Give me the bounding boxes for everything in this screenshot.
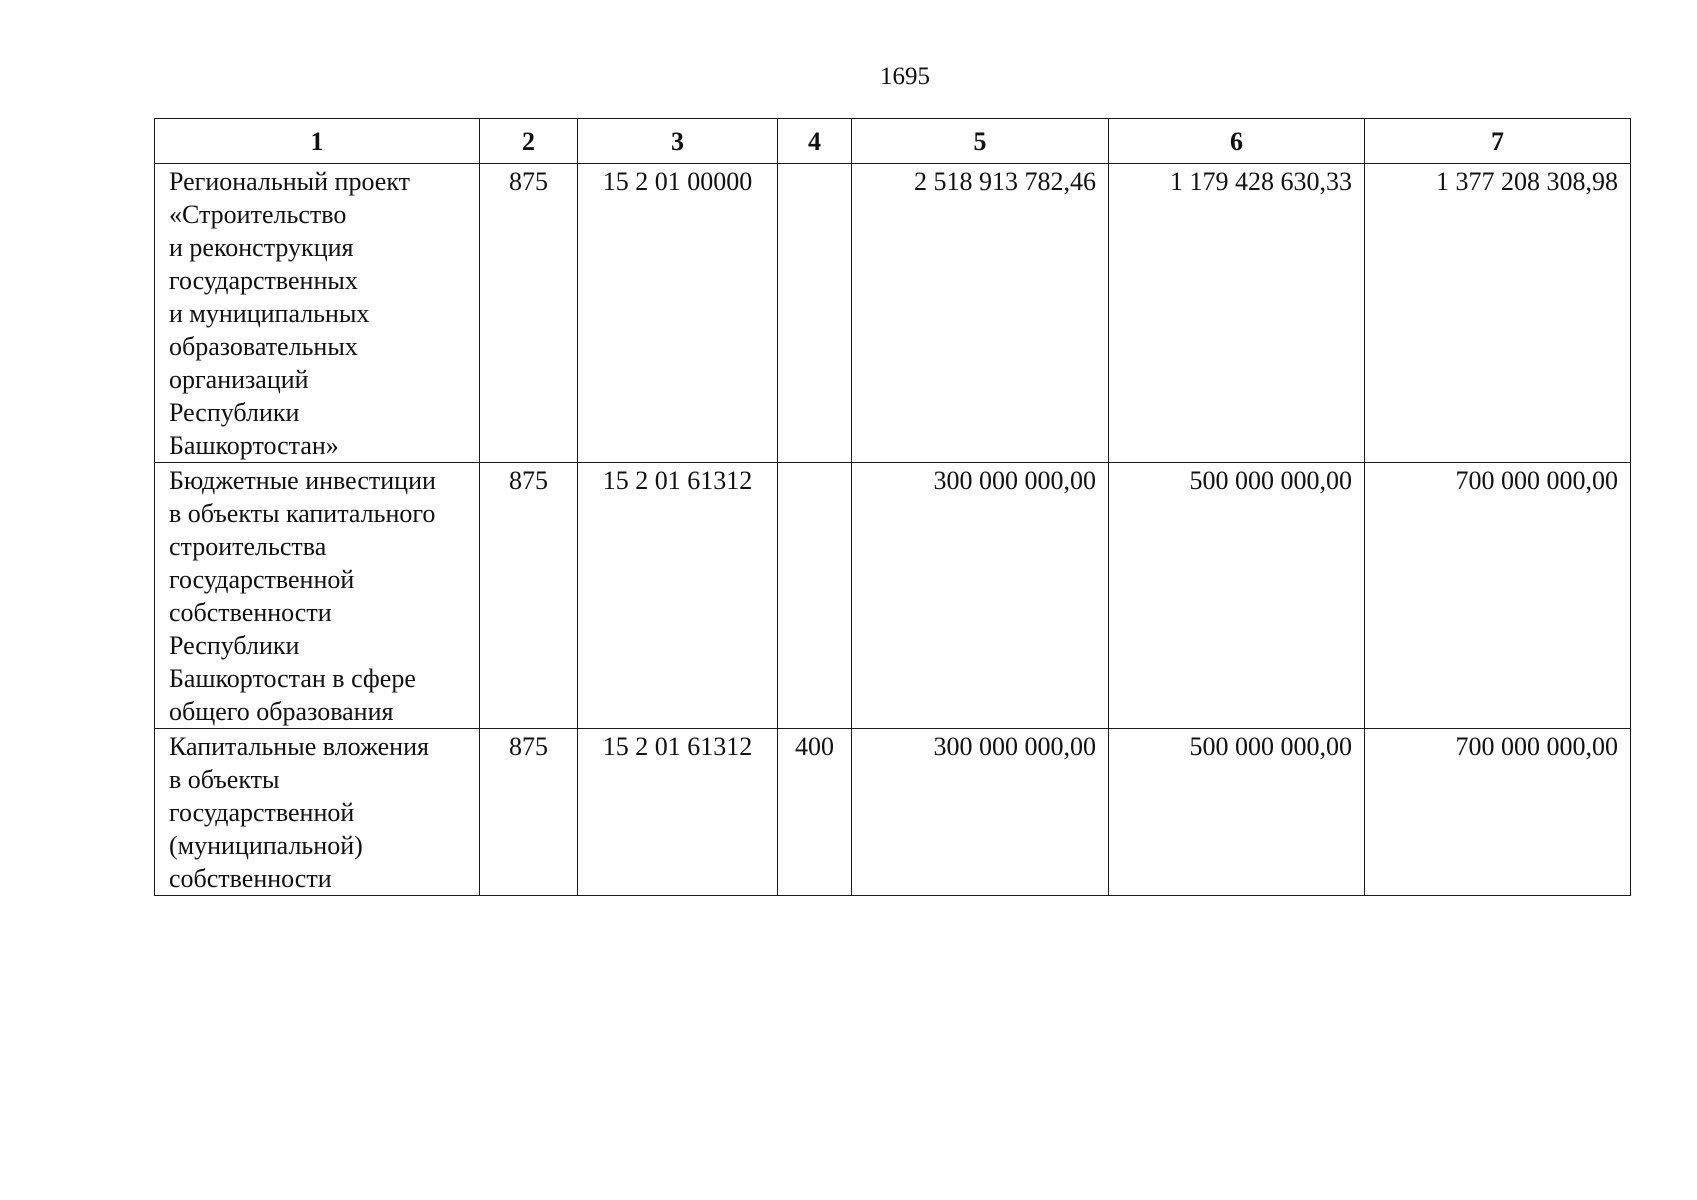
row-name-cell: Капитальные вложения в объекты государственной (муниципальной) собственности — [155, 729, 480, 896]
amount-col5-cell: 300 000 000,00 — [852, 729, 1109, 896]
page-number: 1695 — [880, 63, 930, 90]
table-row — [155, 463, 1631, 729]
expense-type-cell — [778, 463, 852, 729]
ministry-code-cell: 875 — [480, 729, 578, 896]
ministry-code-cell: 875 — [480, 463, 578, 729]
amount-col7-cell: 700 000 000,00 — [1365, 463, 1631, 729]
row-name-cell: Региональный проект «Строительство и реконструкция государственных и муниципальных образовательных организаций Республики Башкортостан» — [155, 164, 480, 463]
amount-col7-cell: 1 377 208 308,98 — [1365, 164, 1631, 463]
column-header-7: 7 — [1365, 119, 1631, 164]
amount-col6-cell: 1 179 428 630,33 — [1109, 164, 1365, 463]
expense-type-cell: 400 — [778, 729, 852, 896]
row-name-cell: Бюджетные инвестиции в объекты капитального строительства государственной собственности Республики Башкортостан в сфере общего образования — [155, 463, 480, 729]
amount-col5-cell: 2 518 913 782,46 — [852, 164, 1109, 463]
column-header-1: 1 — [155, 119, 480, 164]
table-row — [155, 729, 1631, 896]
column-header-4: 4 — [778, 119, 852, 164]
column-header-3: 3 — [578, 119, 778, 164]
ministry-code-cell: 875 — [480, 164, 578, 463]
header-row — [155, 119, 1631, 164]
amount-col6-cell: 500 000 000,00 — [1109, 463, 1365, 729]
table-row — [155, 164, 1631, 463]
target-article-cell: 15 2 01 00000 — [578, 164, 778, 463]
budget-table — [154, 118, 1631, 896]
target-article-cell: 15 2 01 61312 — [578, 463, 778, 729]
column-header-6: 6 — [1109, 119, 1365, 164]
amount-col5-cell: 300 000 000,00 — [852, 463, 1109, 729]
column-header-5: 5 — [852, 119, 1109, 164]
amount-col6-cell: 500 000 000,00 — [1109, 729, 1365, 896]
target-article-cell: 15 2 01 61312 — [578, 729, 778, 896]
expense-type-cell — [778, 164, 852, 463]
amount-col7-cell: 700 000 000,00 — [1365, 729, 1631, 896]
column-header-2: 2 — [480, 119, 578, 164]
